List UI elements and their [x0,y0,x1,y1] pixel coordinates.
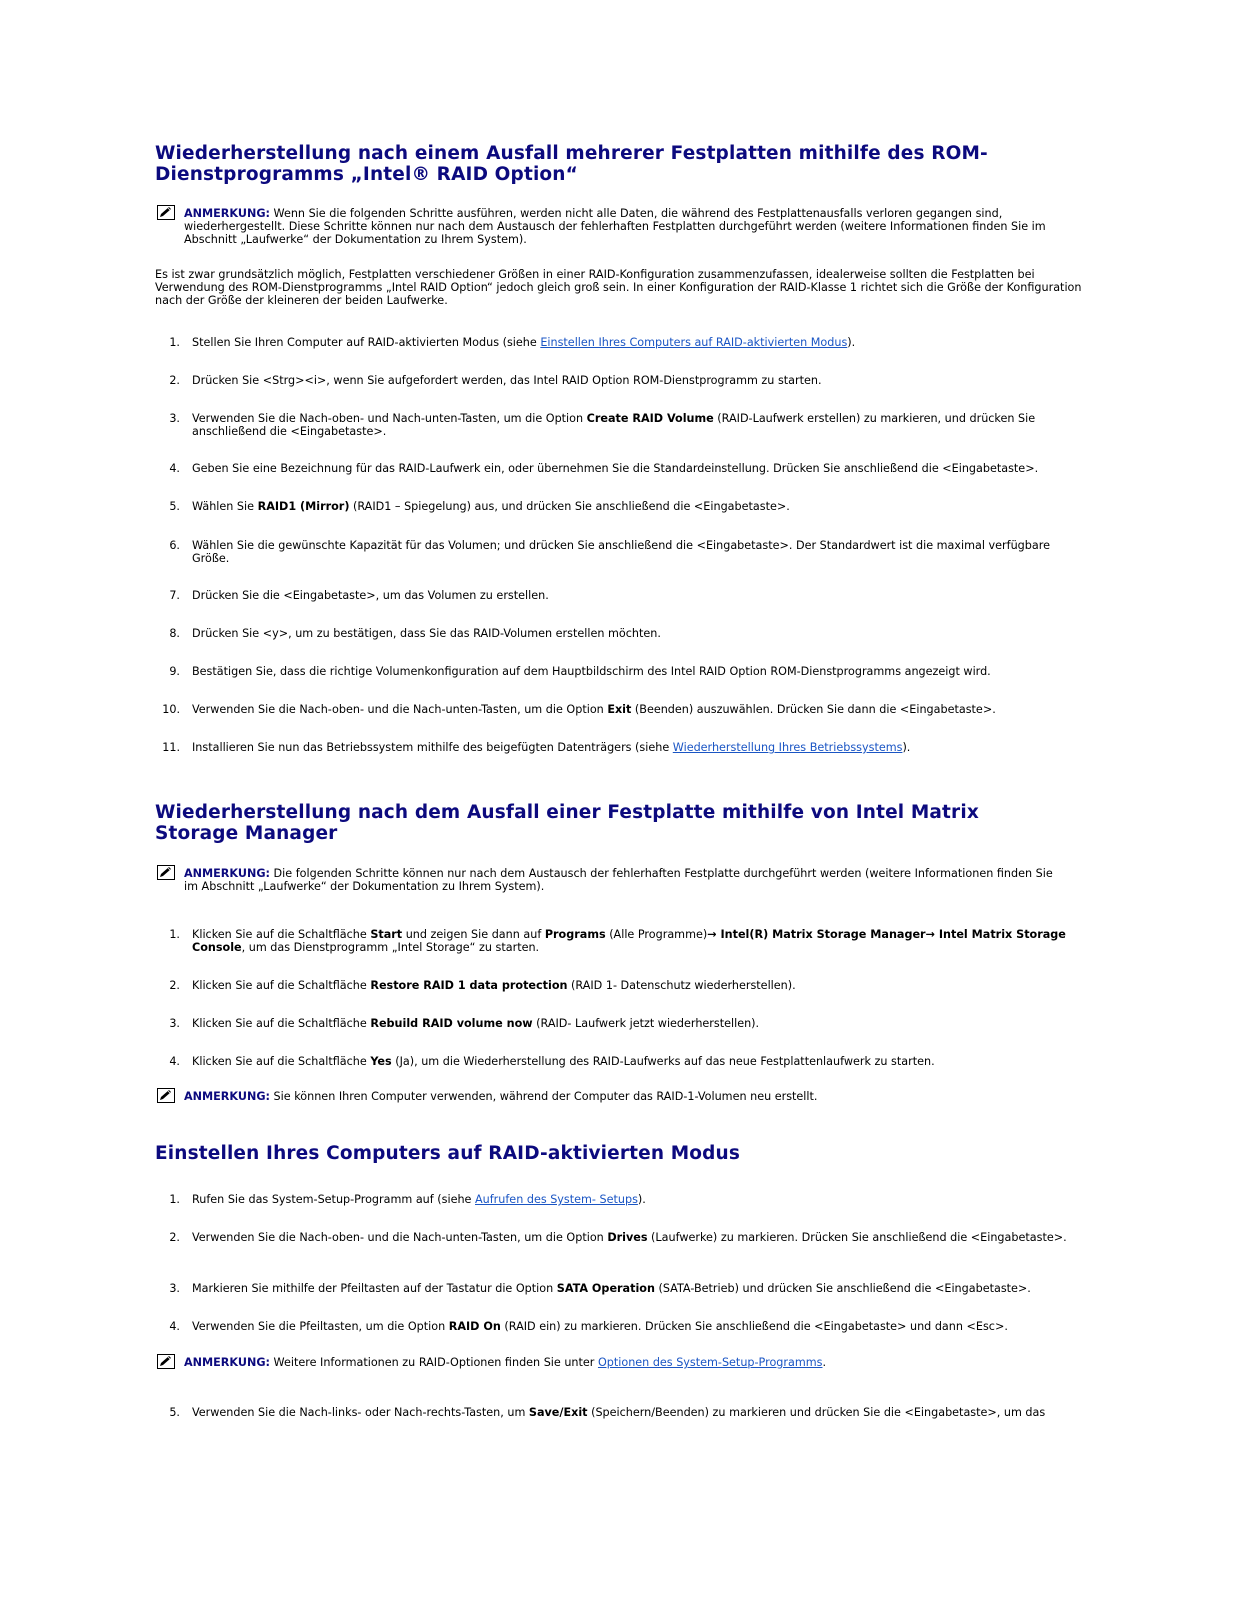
section-title: Einstellen Ihres Computers auf RAID-aktivierten Modus [155,1143,741,1164]
option-name: RAID On [448,1320,501,1333]
step-text-part: und zeigen Sie dann auf [402,928,545,941]
step-text [192,1017,1077,1030]
option-name: Create RAID Volume [586,412,714,425]
link-system-setup[interactable]: Aufrufen des System- Setups [475,1193,638,1206]
option-name: Save/Exit [528,1406,588,1419]
option-name: Drives [607,1231,648,1244]
step-text-part: (Laufwerke) zu markieren. Drücken Sie anschließend die <Eingabetaste>. [647,1231,1067,1244]
note-body: Weitere Informationen zu RAID-Optionen finden Sie unter [270,1356,598,1369]
step-text-part: Wählen Sie [192,500,258,513]
step-text-part: ). [902,741,911,754]
note-body: Sie können Ihren Computer verwenden, während der Computer das RAID-1-Volumen neu erstellt. [270,1090,818,1103]
step-text [192,1193,1077,1206]
step-text-part: (RAID-Laufwerk erstellen) zu markieren, und drücken Sie anschließend die <Eingabetaste>. [192,412,1036,439]
step-text-part: (Alle Programme) [605,928,708,941]
step-text: Geben Sie eine Bezeichnung für das RAID-Laufwerk ein, oder übernehmen Sie die Standardeinstellung. Drücken Sie anschließend die <Eingabetaste>. [192,462,1039,475]
step-text [192,1320,1077,1333]
step-text [192,500,1077,513]
step-text-part: Klicken Sie auf die Schaltfläche [192,1055,371,1068]
option-name: Restore RAID 1 data protection [370,979,568,992]
step-text [192,1282,1077,1295]
step-number: 1. [169,336,180,349]
step-text-part: (Beenden) auszuwählen. Drücken Sie dann die <Eingabetaste>. [631,703,996,716]
step-number: 10. [162,703,180,716]
step-number: 4. [169,1055,180,1068]
option-name: Yes [370,1055,392,1068]
step-number: 11. [162,741,180,754]
step-text: Wählen Sie die gewünschte Kapazität für das Volumen; und drücken Sie anschließend die <Eingabetaste>. Der Standardwert ist die maximal verfügbare Größe. [192,539,1050,566]
intro-paragraph: Es ist zwar grundsätzlich möglich, Festplatten verschiedener Größen in einer RAID-Konfiguration zusammenzufassen, idealerweise sollten die Festplatten bei Verwendung des ROM-Dienstprogramms „Intel RAID Option“ jedoch gleich groß sein. In einer Konfiguration der RAID-Klasse 1 richtet sich die Größe der Konfiguration nach der Größe der kleineren der beiden Laufwerke. [155,268,1082,308]
step-number: 2. [169,374,180,387]
step-text-part: (RAID- Laufwerk jetzt wiederherstellen). [532,1017,760,1030]
arrow-right-icon: → [707,928,717,941]
step-number: 4. [169,1320,180,1333]
link-raid-mode[interactable]: Einstellen Ihres Computers auf RAID-aktivierten Modus [540,336,848,349]
section-title: Wiederherstellung nach dem Ausfall einer Festplatte mithilfe von Intel Matrix Storage Manager [155,802,979,844]
step-text-part: Verwenden Sie die Nach-links- oder Nach-rechts-Tasten, um [192,1406,529,1419]
link-setup-options[interactable]: Optionen des System-Setup-Programms [597,1356,823,1369]
note-label: ANMERKUNG: [184,1090,270,1103]
step-text-part: Stellen Sie Ihren Computer auf RAID-aktivierten Modus (siehe [192,336,541,349]
step-text: Drücken Sie die <Eingabetaste>, um das Volumen zu erstellen. [192,589,549,602]
step-number: 1. [169,928,180,941]
step-text-part: (RAID ein) zu markieren. Drücken Sie anschließend die <Eingabetaste> und dann <Esc>. [500,1320,1008,1333]
step-text-part: Verwenden Sie die Nach-oben- und die Nach-unten-Tasten, um die Option [192,1231,608,1244]
step-number: 5. [169,1406,180,1419]
step-number: 1. [169,1193,180,1206]
step-text-part: Klicken Sie auf die Schaltfläche [192,928,371,941]
option-name: Exit [607,703,632,716]
step-text [192,741,1077,754]
step-text-part: (Speichern/Beenden) zu markieren und drücken Sie die <Eingabetaste>, um das [587,1406,1046,1419]
step-text [192,1055,1077,1068]
note-text [184,207,1064,247]
step-text-part: Markieren Sie mithilfe der Pfeiltasten auf der Tastatur die Option [192,1282,557,1295]
step-text-part: Verwenden Sie die Nach-oben- und die Nach-unten-Tasten, um die Option [192,703,608,716]
option-name: SATA Operation [556,1282,655,1295]
step-text-part: , um das Dienstprogramm „Intel Storage“ zu starten. [241,941,540,955]
note-label: ANMERKUNG: [184,207,270,220]
pencil-note-icon [157,1354,175,1369]
step-number: 2. [169,1231,180,1244]
step-text-part: (RAID 1- Datenschutz wiederherstellen). [567,979,796,992]
step-text-part: Verwenden Sie die Pfeiltasten, um die Option [192,1320,449,1333]
step-text [192,336,1077,349]
note-body: Wenn Sie die folgenden Schritte ausführen, werden nicht alle Daten, die während des Festplattenausfalls verloren gegangen sind, wiederhergestellt. Diese Schritte können nur nach dem Austausch der fehlerhaften Festplatten durchgeführt werden (weitere Informationen finden Sie im Abschnitt „Laufwerke“ der Dokumentation zu Ihrem System). [184,207,1046,247]
step-text-part: Klicken Sie auf die Schaltfläche [192,979,371,992]
step-number: 3. [169,1282,180,1295]
step-text-part: Rufen Sie das System-Setup-Programm auf (siehe [192,1193,475,1206]
step-text: Bestätigen Sie, dass die richtige Volumenkonfiguration auf dem Hauptbildschirm des Intel RAID Option ROM-Dienstprogramms angezeigt wird. [192,665,991,678]
step-text-part: (SATA-Betrieb) und drücken Sie anschließend die <Eingabetaste>. [654,1282,1031,1295]
note-text [184,1090,1064,1103]
option-name: Intel Matrix Storage Console [192,928,1066,955]
option-name: Start [370,928,403,941]
step-number: 3. [169,1017,180,1030]
note-label: ANMERKUNG: [184,1356,270,1369]
arrow-right-icon: → [925,928,935,941]
step-number: 3. [169,412,180,425]
option-name: Rebuild RAID volume now [370,1017,533,1030]
pencil-note-icon [157,205,175,220]
step-text [192,1406,1077,1419]
step-number: 4. [169,462,180,475]
note-body: Die folgenden Schritte können nur nach dem Austausch der fehlerhaften Festplatte durchgeführt werden (weitere Informationen finden Sie im Abschnitt „Laufwerke“ der Dokumentation zu Ihrem System). [184,867,1053,894]
step-text [192,703,1077,716]
step-text-part: (Ja), um die Wiederherstellung des RAID-Laufwerks auf das neue Festplattenlaufwerk zu starten. [391,1055,935,1068]
step-text: Drücken Sie <Strg><i>, wenn Sie aufgefordert werden, das Intel RAID Option ROM-Dienstprogramm zu starten. [192,374,822,387]
option-name: Intel(R) Matrix Storage Manager [716,928,926,941]
step-text-part: Installieren Sie nun das Betriebssystem mithilfe des beigefügten Datenträgers (siehe [192,741,673,754]
option-name: RAID1 (Mirror) [257,500,350,513]
pencil-note-icon [157,865,175,880]
step-number: 2. [169,979,180,992]
step-number: 7. [169,589,180,602]
note-text [184,1356,1064,1369]
step-number: 6. [169,539,180,552]
note-label: ANMERKUNG: [184,867,270,880]
step-number: 5. [169,500,180,513]
step-text [192,928,1077,954]
note-text [184,867,1064,893]
step-text-part: (RAID1 – Spiegelung) aus, und drücken Sie anschließend die <Eingabetaste>. [349,500,790,513]
step-text [192,979,1077,992]
step-text [192,1231,1077,1244]
step-text-part: ). [637,1193,646,1206]
section-title: Wiederherstellung nach einem Ausfall mehrerer Festplatten mithilfe des ROM-Dienstprogramms „Intel® RAID Option“ [155,143,988,185]
step-text [192,412,1077,438]
step-number: 8. [169,627,180,640]
link-os-recovery[interactable]: Wiederherstellung Ihres Betriebssystems [672,741,903,754]
note-body: . [822,1356,827,1369]
step-text-part: ). [847,336,856,349]
step-text-part: Klicken Sie auf die Schaltfläche [192,1017,371,1030]
step-number: 9. [169,665,180,678]
step-text-part: Verwenden Sie die Nach-oben- und Nach-unten-Tasten, um die Option [192,412,587,425]
step-text: Drücken Sie <y>, um zu bestätigen, dass Sie das RAID-Volumen erstellen möchten. [192,627,661,640]
pencil-note-icon [157,1088,175,1103]
option-name: Programs [544,928,606,941]
